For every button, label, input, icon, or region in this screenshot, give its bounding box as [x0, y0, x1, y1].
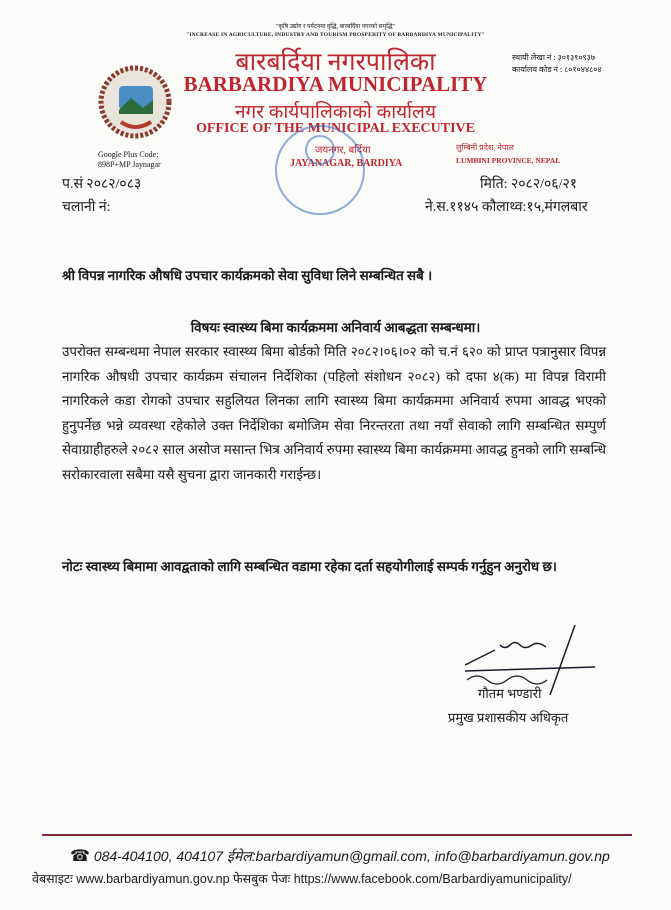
tagline-nepali: "कृषि उद्योग र पर्यटनमा वृद्धि, बारबर्दिया नगरको समृद्धि": [275, 24, 395, 30]
pan-number: स्थायी लेखा नं : ३०१३१०९३७: [512, 53, 595, 62]
location-english: JAYANAGAR, BARDIYA: [290, 158, 403, 169]
plus-code-label: Google Plus Code:: [98, 150, 159, 159]
telephone-icon: ☎: [70, 848, 90, 865]
footer-contact-row: [70, 846, 610, 866]
province-english: LUMBINI PROVINCE, NEPAL: [456, 156, 561, 165]
title-nepali: बारबर्दिया नगरपालिका: [235, 49, 436, 76]
signatory-title: प्रमुख प्रशासकीय अधिकृत: [448, 710, 569, 725]
website-label: वेबसाइटः www.barbardiyamun.gov.np फेसबुक पेजः: [32, 872, 294, 886]
dispatch-number: चलानी नं:: [62, 200, 111, 215]
nepal-sambat-date: ने.स.११४५ कौलाथ्व:१५,मंगलबार: [425, 200, 588, 215]
facebook-link[interactable]: https://www.facebook.com/Barbardiyamunicipality/: [293, 872, 572, 886]
footer-web-row: [32, 870, 572, 887]
letter-date: मिति: २०८२/०६/२१: [480, 177, 578, 192]
location-nepali: जयनगर, बर्दिया: [315, 145, 371, 156]
subject: विषयः स्वास्थ्य बिमा कार्यक्रममा अनिवार्य आबद्धता सम्बन्धमा।: [190, 320, 481, 335]
tagline-english: "INCREASE IN AGRICULTURE, INDUSTRY AND TOURISM PROSPERITY OF BARBARDIYA MUNICIPALITY": [186, 32, 485, 38]
office-nepali: नगर कार्यपालिकाको कार्यालय: [235, 102, 436, 123]
note: नोटः स्वास्थ्य बिमामा आवद्वताको लागि सम्बन्धित वडामा रहेका दर्ता सहयोगीलाई सम्पर्क गर्नुहुन अनुरोध छ।: [62, 559, 557, 574]
reference-number: प.सं २०८२/०८३: [62, 177, 142, 192]
recipient: श्री विपन्न नागरिक औषधि उपचार कार्यक्रमको सेवा सुविधा लिने सम्बन्धित सबै ।: [62, 268, 433, 283]
plus-code: 898P+MP Jaynagar: [98, 160, 161, 169]
province-nepali: लुम्बिनी प्रदेश, नेपाल: [456, 143, 514, 152]
footer-divider: [42, 834, 632, 836]
signatory-name: गौतम भण्डारी: [478, 686, 542, 701]
office-code: कार्यालय कोड नं : ८०१०४४८०४: [512, 65, 602, 74]
title-english: BARBARDIYA MUNICIPALITY: [183, 72, 488, 96]
letter-body: उपरोक्त सम्बन्धमा नेपाल सरकार स्वास्थ्य बिमा बोर्डको मिति २०८२।०६।०२ को च.नं ६२० को प्राप्त पत्रानुसार विपन्न नागरिक औषधी उपचार कार्यक्रम संचालन निर्देशिका (पहिलो संशोधन २०८२) को दफा ४(क) मा विपन्न विरामी नागरिकले कडा रोगको उपचार सहुलियत लिनका लागि स्वास्थ्य बिमा कार्यक्रममा अनिवार्य रुपमा आवद्ध भएको हुनुपर्नेछ भन्ने व्यवस्था रहेकोले उक्त निर्देशिका बमोजिम सेवा निरन्तरता तथा नयाँ सेवाको लागि सम्बन्धित सम्पुर्ण सेवाग्राहीहरुले २०८२ साल असोज मसान्त भित्र अनिवार्य रुपमा स्वास्थ्य बिमा कार्यक्रममा आवद्ध हुनको लागि सम्बन्धि सरोकारवाला सबैमा यसै सुचना द्वारा जानकारी गराईन्छ।: [62, 344, 606, 482]
office-seal-stamp: [270, 120, 370, 220]
contact-info: 084-404100, 404107 ईमेल:barbardiyamun@gmail.com, info@barbardiyamun.gov.np: [93, 848, 610, 864]
office-english: OFFICE OF THE MUNICIPAL EXECUTIVE: [196, 121, 475, 136]
